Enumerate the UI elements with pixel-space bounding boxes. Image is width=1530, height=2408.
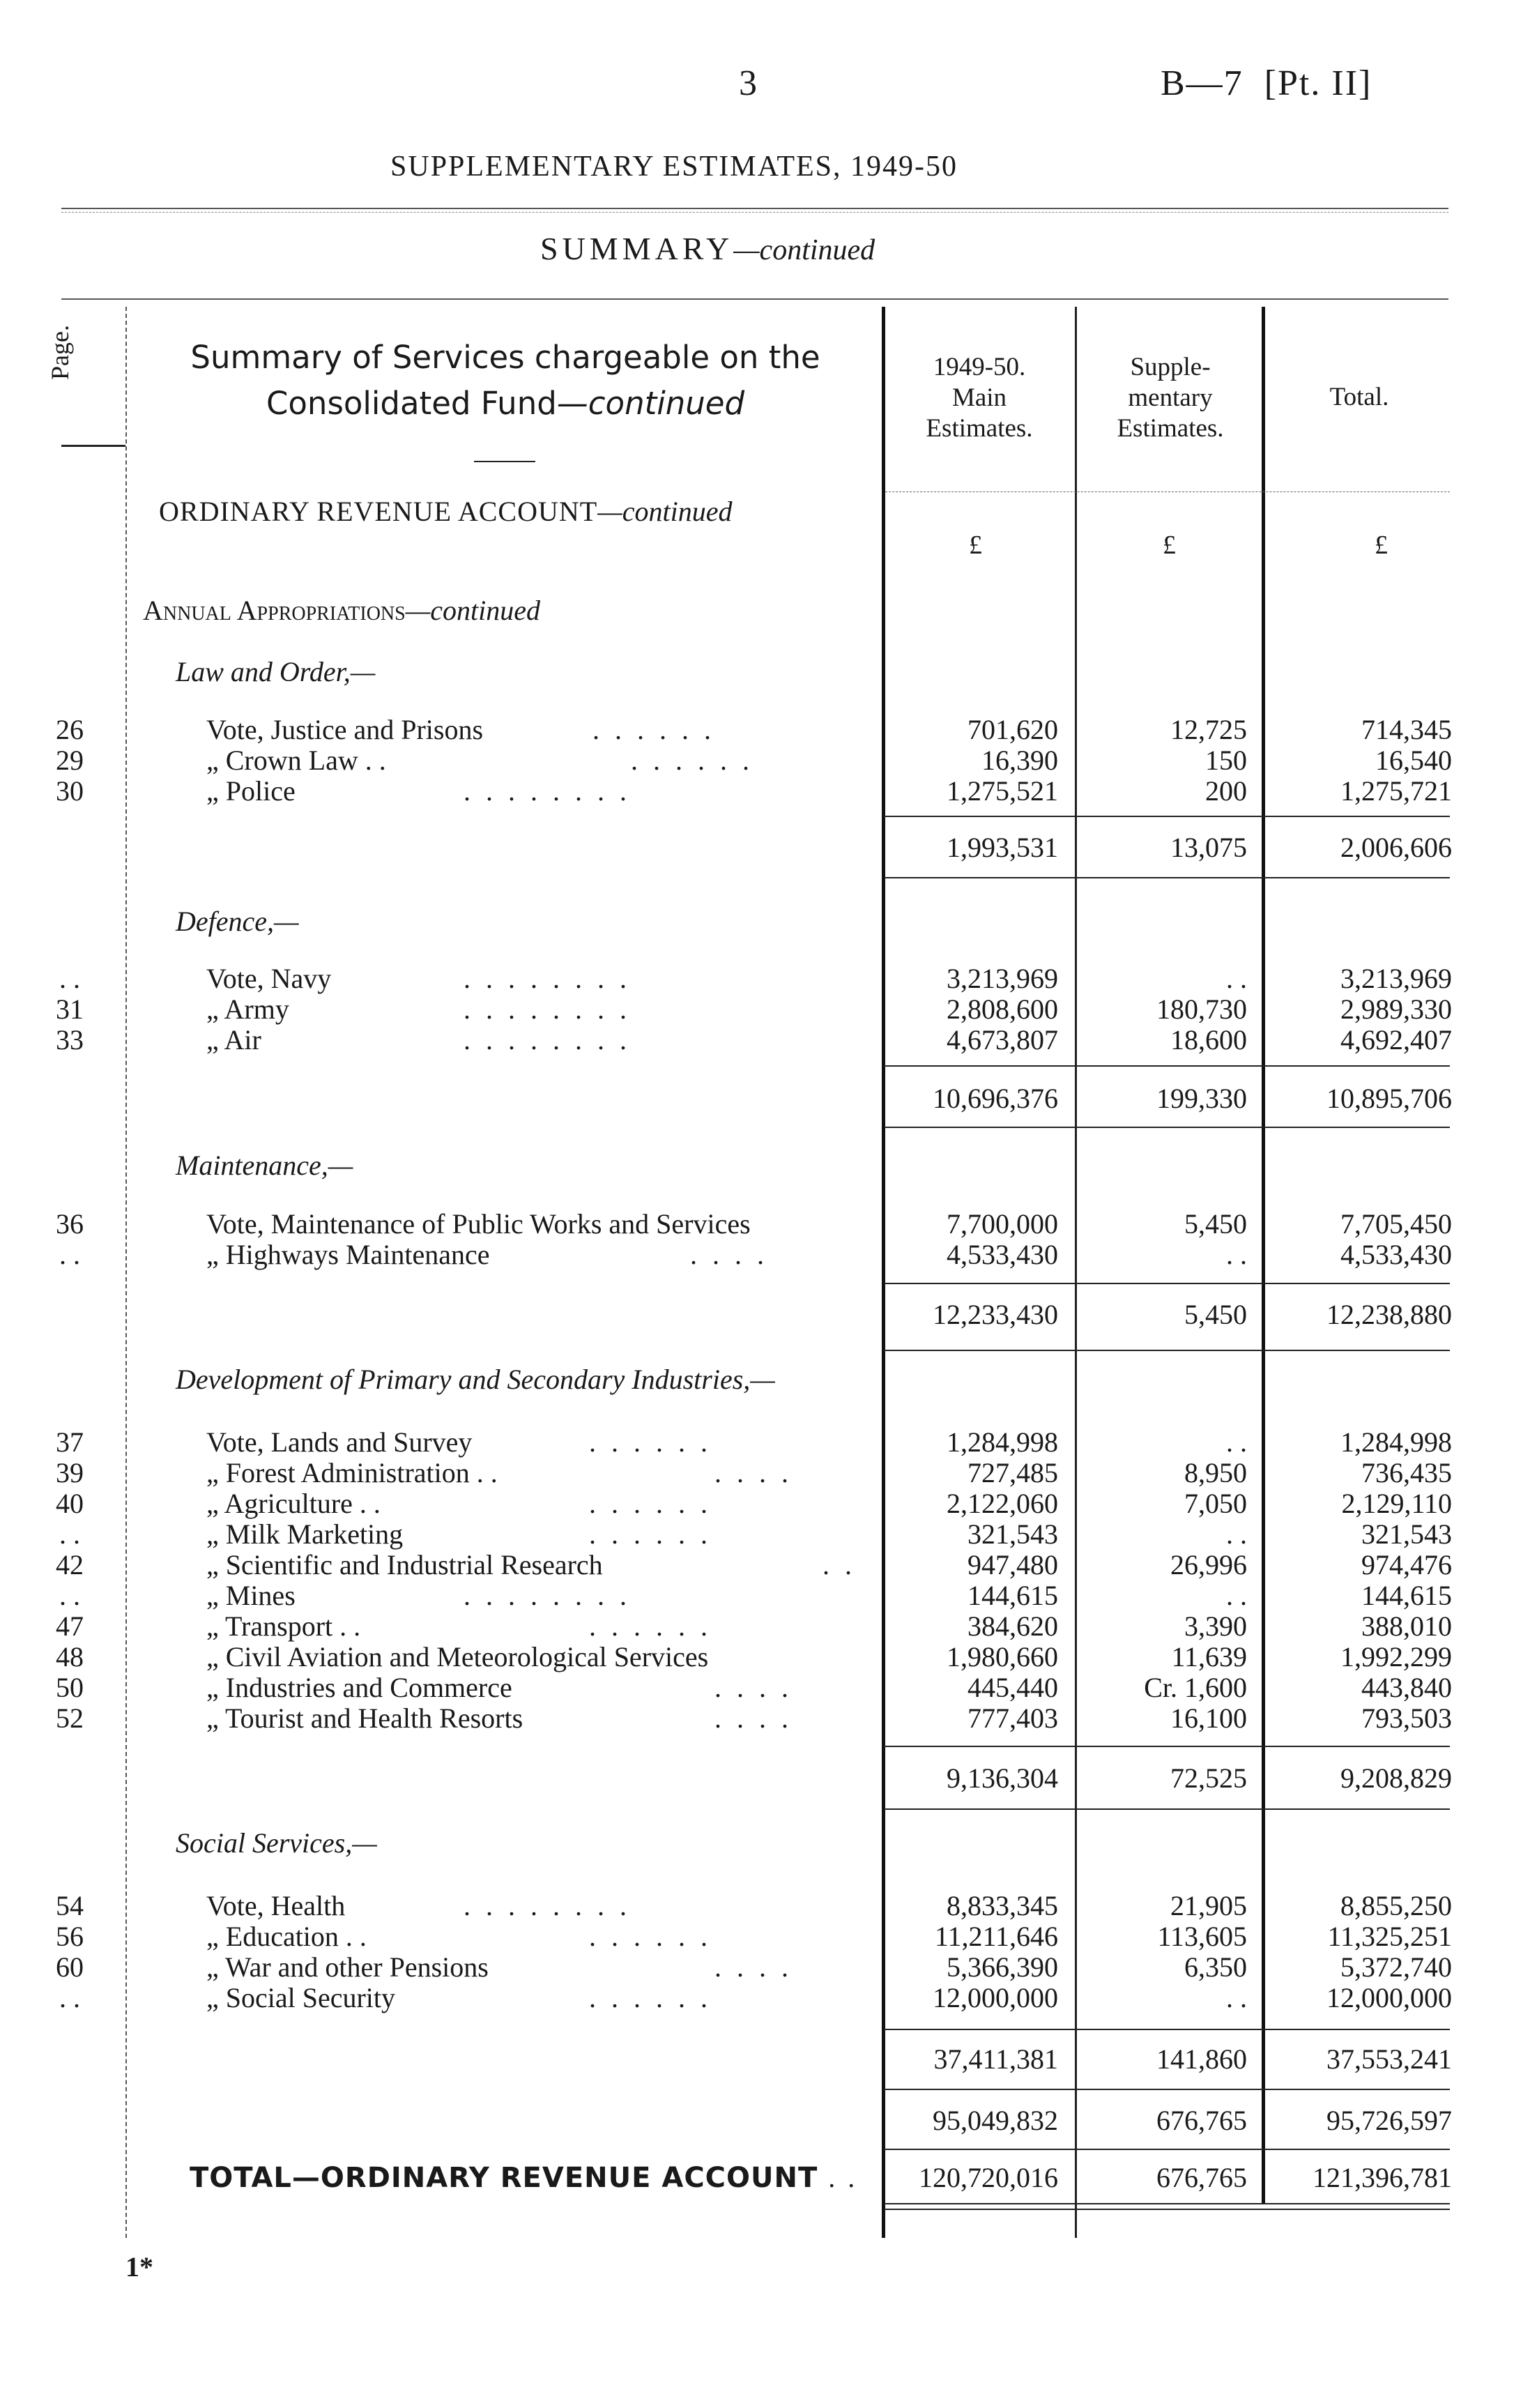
subtotal-row: 12,233,430 5,450 12,238,880 [933,1299,1452,1330]
table-row: 40 „ Agriculture . . . . . . . . 2,122,060 7,050 2,129,110 [56,1488,1452,1519]
summary-rule [61,298,1448,300]
subtotal-rule-bottom [884,2089,1450,2090]
description-heading-rule [474,461,535,462]
supplementary-estimates-heading: Supple- mentary Estimates. [1117,353,1224,443]
heading-rule [885,491,1450,492]
table-row: 52 „ Tourist and Health Resorts . . . . 777,403 16,100 793,503 [56,1702,1452,1734]
table-row: . . „ Mines . . . . . . . . 144,615 . . 144,615 [59,1580,1452,1611]
document-title: SUPPLEMENTARY ESTIMATES, 1949-50 [390,151,958,183]
table-row: 42 „ Scientific and Industrial Research . . 947,480 26,996 974,476 [56,1549,1452,1580]
currency-main: £ [969,531,982,560]
group-title: Development of Primary and Secondary Industries,— [176,1364,775,1395]
table-row: 30 „ Police . . . . . . . . 1,275,521 200 1,275,721 [56,775,1452,807]
table-row: . . Vote, Navy . . . . . . . . 3,213,969 . . 3,213,969 [59,963,1452,994]
page-head-rule [61,445,125,447]
title-rule [61,208,1448,209]
table-row: 39 „ Forest Administration . . . . . . 727,485 8,950 736,435 [56,1457,1452,1488]
group-title: Defence,— [176,906,299,937]
subtotal-row: 1,993,531 13,075 2,006,606 [947,832,1452,863]
page-column-heading: Page. [46,325,74,380]
total-rule-2 [884,2209,1450,2210]
total-rule-1 [884,2203,1450,2204]
table-row: 26 Vote, Justice and Prisons . . . . . . 701,620 12,725 714,345 [56,714,1452,745]
group-title: Social Services,— [176,1827,377,1859]
subtotal-rule-bottom [884,877,1450,878]
table-row: 54 Vote, Health . . . . . . . . 8,833,345 21,905 8,855,250 [56,1890,1452,1921]
main-estimates-heading: 1949-50. Main Estimates. [926,353,1033,443]
account-heading: ORDINARY REVENUE ACCOUNT—continued [159,496,733,527]
currency-total: £ [1375,531,1388,560]
subtotal-rule-top [884,2029,1450,2030]
total-row: 120,720,016 676,765 121,396,781 [919,2162,1452,2193]
subtotal-row: 10,696,376 199,330 10,895,706 [933,1083,1452,1114]
group-title: Law and Order,— [176,656,376,687]
grand-subtotal-row: 95,049,832 676,765 95,726,597 [933,2105,1452,2136]
total-heading: Total. [1329,383,1389,411]
page-number: 3 [739,63,757,103]
table-row: . . „ Social Security . . . . . . 12,000,000 . . 12,000,000 [59,1982,1452,2013]
group-title: Maintenance,— [176,1150,353,1181]
table-row: 47 „ Transport . . . . . . . . 384,620 3,390 388,010 [56,1610,1452,1642]
table-row: 60 „ War and other Pensions . . . . 5,366,390 6,350 5,372,740 [56,1951,1452,1983]
subtotal-rule-top [884,816,1450,817]
subtotal-rule-top [884,1746,1450,1747]
subtotal-row: 9,136,304 72,525 9,208,829 [947,1762,1452,1794]
subtotal-rule-bottom [884,1808,1450,1810]
table-row: 56 „ Education . . . . . . . . 11,211,646 113,605 11,325,251 [56,1921,1452,1952]
table-row: 36 Vote, Maintenance of Public Works and Services 7,700,000 5,450 7,705,450 [56,1208,1452,1240]
signature-mark: 1* [125,2251,153,2283]
description-column-heading: Summary of Services chargeable on the Consolidated Fund—continued [190,339,820,422]
subtotal-rule-top [884,1283,1450,1284]
grand-subtotal-rule [884,2149,1450,2150]
subtotal-rule-top [884,1065,1450,1067]
document-reference: B—7 [Pt. II] [1161,63,1372,103]
subtotal-rule-bottom [884,1127,1450,1128]
table-row: 48 „ Civil Aviation and Meteorological Services 1,980,660 11,639 1,992,299 [56,1641,1452,1672]
subtotal-row: 37,411,381 141,860 37,553,241 [933,2043,1452,2075]
total-label: TOTAL—ORDINARY REVENUE ACCOUNT . . [190,2162,858,2194]
table-row: . . „ Highways Maintenance . . . . 4,533,430 . . 4,533,430 [59,1239,1452,1270]
table-row: 50 „ Industries and Commerce . . . . 445,440 Cr. 1,600 443,840 [56,1672,1452,1703]
currency-supp: £ [1163,531,1176,560]
table-row: 37 Vote, Lands and Survey . . . . . . 1,284,998 . . 1,284,998 [56,1426,1452,1458]
subtotal-rule-bottom [884,1350,1450,1351]
summary-heading: SUMMARY—continued [540,231,875,266]
appropriations-heading: Annual Appropriations—continued [143,595,541,626]
title-rule-2 [61,212,1448,213]
table-row: 29 „ Crown Law . . . . . . . . 16,390 150 16,540 [56,745,1452,776]
table-row: 31 „ Army . . . . . . . . 2,808,600 180,730 2,989,330 [56,993,1452,1025]
table-row: 33 „ Air . . . . . . . . 4,673,807 18,600 4,692,407 [56,1024,1452,1056]
table-row: . . „ Milk Marketing . . . . . . 321,543 . . 321,543 [59,1518,1452,1550]
